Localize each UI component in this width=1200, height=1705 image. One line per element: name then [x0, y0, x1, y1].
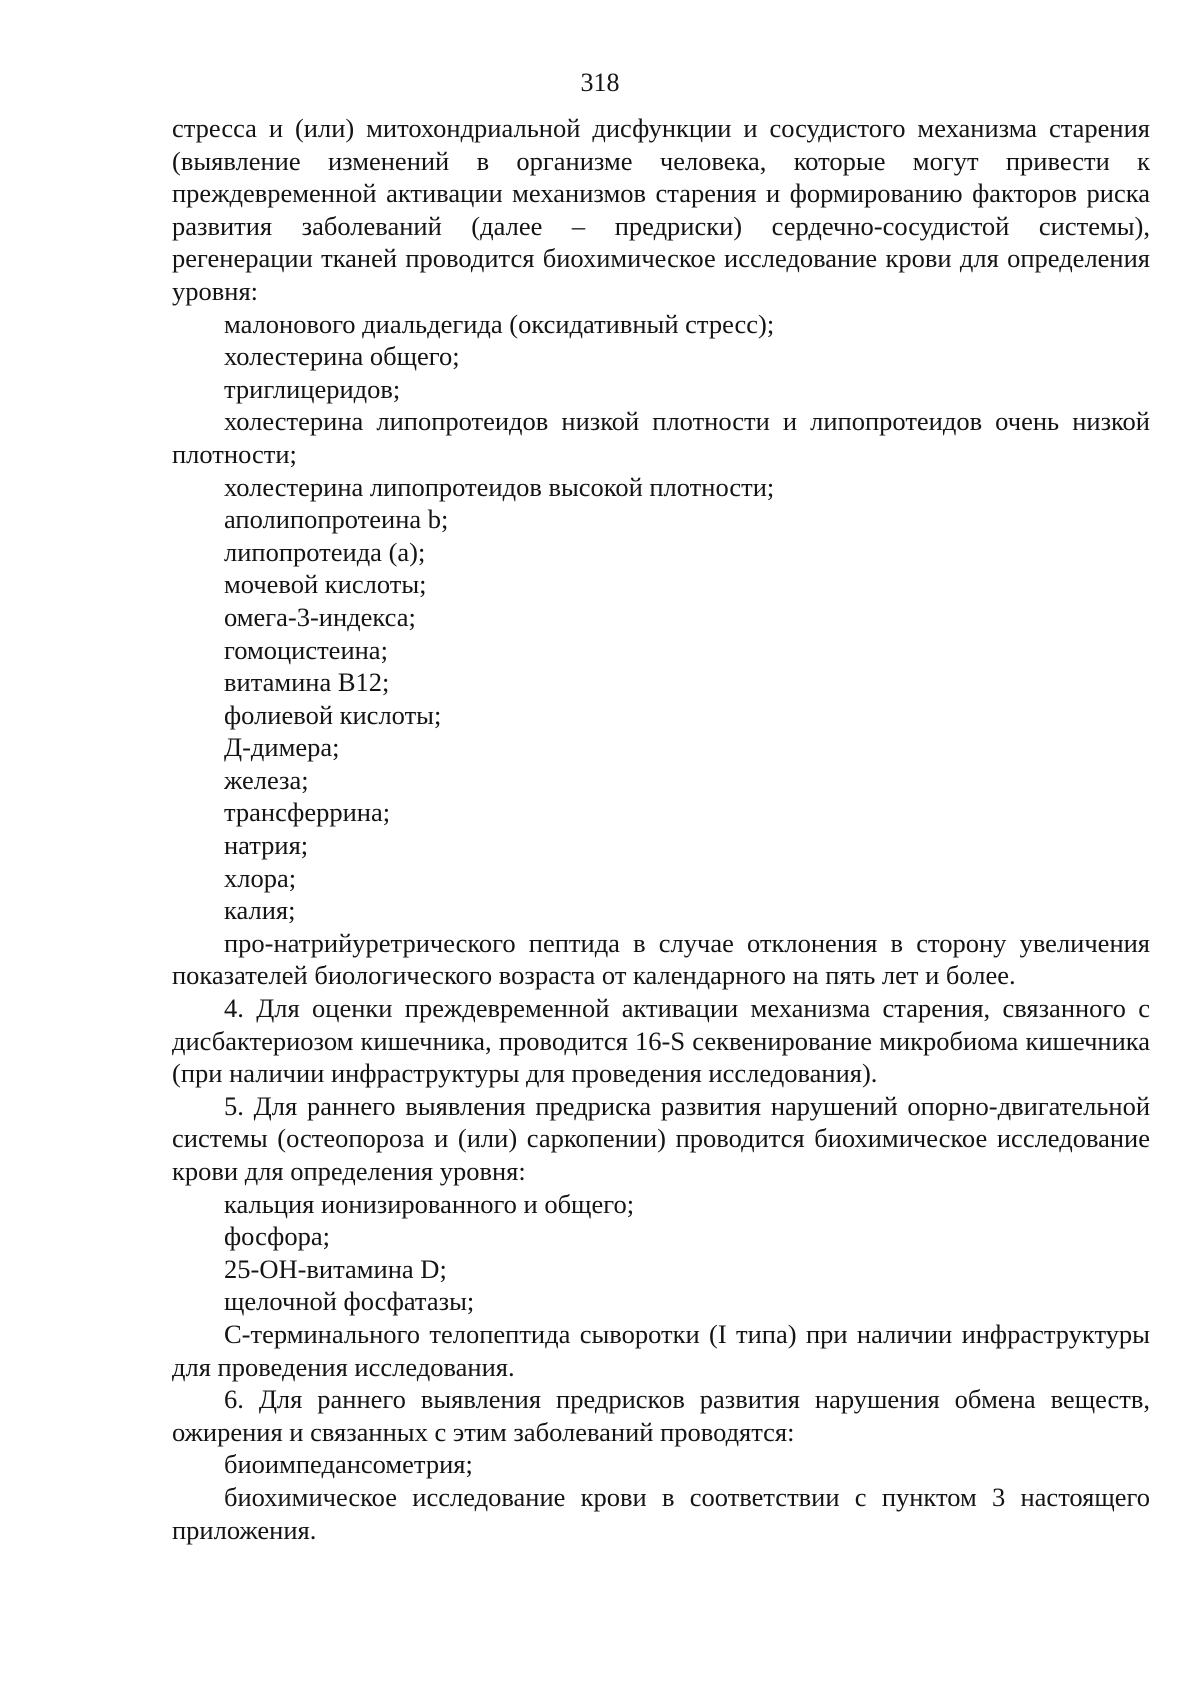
paragraph: Д-димера;	[224, 732, 340, 763]
paragraph: триглицеридов;	[224, 373, 401, 404]
paragraph: холестерина липопротеидов высокой плотности;	[224, 471, 775, 502]
paragraph: 4. Для оценки преждевременной активации механизма старения, связанного с дисбактериозом кишечника, проводится 16-S секвенирование микробиома кишечника (при наличии инфраструктуры для проведения исследования).	[172, 993, 1150, 1089]
paragraph: аполипопротеина b;	[224, 504, 449, 535]
paragraph: 25-OH-витамина D;	[224, 1253, 447, 1284]
paragraph: про-натрийуретрического пептида в случае отклонения в сторону увеличения показателей биологического возраста от календарного на пять лет и более.	[172, 927, 1150, 991]
paragraph: стресса и (или) митохондриальной дисфункции и сосудистого механизма старения (выявление изменений в организме человека, которые могут привести к преждевременной активации механизмов старения и формированию факторов риска развития заболеваний (далее – предриски) сердечно-сосудистой системы), регенерации тканей проводится биохимическое исследование крови для определения уровня:	[172, 113, 1150, 306]
paragraph: мочевой кислоты;	[224, 569, 427, 600]
paragraph: холестерина липопротеидов низкой плотности и липопротеидов очень низкой плотности;	[172, 406, 1150, 469]
paragraph: калия;	[224, 895, 296, 926]
paragraph: биоимпедансометрия;	[224, 1449, 473, 1480]
paragraph: C-терминального телопептида сыворотки (I типа) при наличии инфраструктуры для проведения исследования.	[172, 1318, 1150, 1382]
page-number: 318	[580, 68, 620, 97]
paragraph: фолиевой кислоты;	[224, 699, 442, 730]
paragraph: кальция ионизированного и общего;	[224, 1188, 635, 1219]
paragraph: 6. Для раннего выявления предрисков развития нарушения обмена веществ, ожирения и связанных с этим заболеваний проводятся:	[172, 1384, 1150, 1447]
paragraph: витамина B12;	[224, 667, 390, 698]
paragraph: щелочной фосфатазы;	[224, 1286, 475, 1317]
paragraph: гомоцистеина;	[224, 634, 388, 665]
body-text	[172, 112, 1150, 1546]
paragraph: хлора;	[224, 862, 297, 893]
paragraph: натрия;	[224, 830, 309, 861]
paragraph: омега-3-индекса;	[224, 601, 416, 632]
paragraph: 5. Для раннего выявления предриска развития нарушений опорно-двигательной системы (остеопороза и (или) саркопении) проводится биохимическое исследование крови для определения уровня:	[172, 1090, 1150, 1186]
paragraph: малонового диальдегида (оксидативный стресс);	[224, 308, 775, 339]
paragraph: трансферрина;	[224, 797, 391, 828]
paragraph: липопротеида (а);	[224, 536, 426, 567]
paragraph: биохимическое исследование крови в соответствии с пунктом 3 настоящего приложения.	[172, 1481, 1150, 1545]
paragraph: железа;	[224, 764, 309, 795]
paragraph: холестерина общего;	[224, 341, 460, 372]
paragraph: фосфора;	[224, 1221, 330, 1252]
